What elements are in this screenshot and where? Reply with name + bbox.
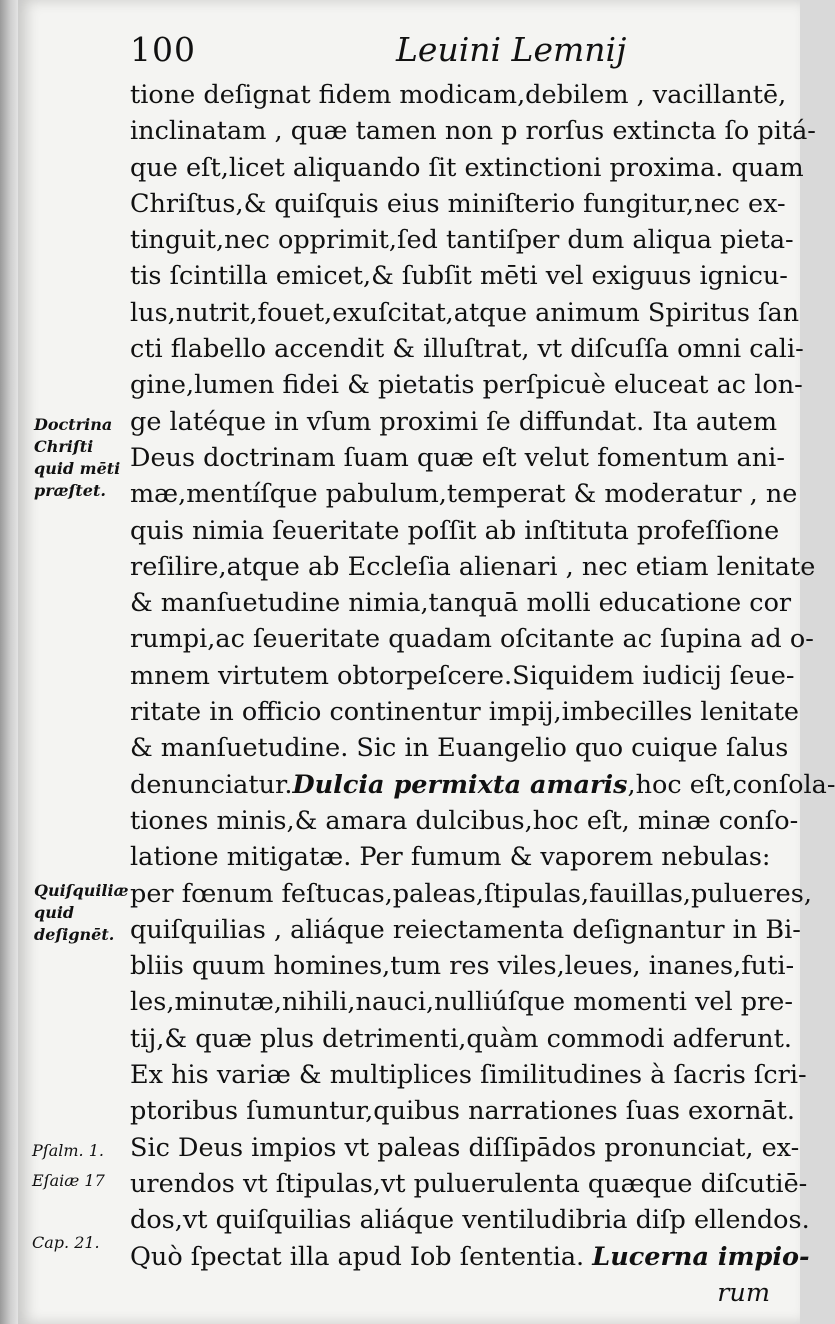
text-run: denunciatur.	[130, 769, 293, 800]
catchword: rum	[717, 1277, 770, 1308]
text-line: per fœnum feſtucas,paleas,ſtipulas,fauillas,pulueres,	[130, 878, 812, 909]
text-line: que eſt,licet aliquando ſit extinctioni proxima. quam	[130, 152, 804, 183]
page-number: 100	[130, 30, 196, 69]
text-line: cti flabello accendit & illuſtrat, vt diſcuſſa omni cali-	[130, 334, 804, 365]
text-line: quiſquilias , aliáque reiectamenta deſignantur in Bi-	[130, 914, 801, 945]
text-line: latione mitigatæ. Per fumum & vaporem nebulas:	[130, 842, 771, 873]
italic-quote: Dulcia permixta amaris	[292, 769, 628, 800]
margin-ref-cap: Cap. 21.	[32, 1233, 100, 1252]
text-line: Sic Deus impios vt paleas diſſipādos pronunciat, ex-	[130, 1132, 800, 1163]
text-line: tis ſcintilla emicet,& ſubſit mēti vel exiguus ignicu-	[130, 261, 788, 292]
text-line: mnem virtutem obtorpeſcere.Siquidem iudicij ſeue-	[130, 660, 795, 691]
text-line: & manſuetudine. Sic in Euangelio quo cuique ſalus	[130, 733, 789, 764]
text-line: ge latéque in vſum proximi ſe diffundat. Ita autem	[130, 406, 778, 437]
italic-quote: Lucerna impio-	[592, 1241, 810, 1272]
text-line: dos,vt quiſquilias aliáque ventiludibria diſp ellendos.	[130, 1205, 810, 1236]
margin-ref-psalm: Pſalm. 1.	[32, 1141, 104, 1160]
text-line: ptoribus ſumuntur,quibus narrationes ſuas exornāt.	[130, 1096, 796, 1127]
text-line: bliis quum homines,tum res viles,leues, inanes,futi-	[130, 951, 795, 982]
running-title: Leuini Lemnij	[396, 30, 627, 69]
text-line: mæ,mentíſque pabulum,temperat & moderatur , ne	[130, 479, 798, 510]
text-run: ,hoc eſt,conſola-	[627, 769, 835, 800]
text-line: Ex his variæ & multiplices ſimilitudines à ſacris ſcri-	[130, 1060, 807, 1091]
page-header	[18, 30, 800, 74]
text-line: tiones minis,& amara dulcibus,hoc eſt, minæ conſo-	[130, 805, 799, 836]
text-line: quis nimia ſeueritate poſſit ab inſtituta profeſſione	[130, 515, 780, 546]
text-line: gine,lumen fidei & pietatis perſpicuè eluceat ac lon-	[130, 370, 803, 401]
text-line: les,minutæ,nihili,nauci,nulliúſque momenti vel pre-	[130, 987, 793, 1018]
text-line: tij,& quæ plus detrimenti,quàm commodi adferunt.	[130, 1023, 792, 1054]
text-line: tione deſignat fidem modicam,debilem , vacillantē,	[130, 80, 787, 110]
book-gutter	[0, 0, 18, 1324]
text-line: Chriſtus,& quiſquis eius miniſterio fungitur,nec ex-	[130, 188, 786, 219]
margin-note-quisquiliae: Quiſquiliæ quid deſignēt.	[34, 881, 129, 944]
body-text	[130, 77, 835, 1311]
text-line: tinguit,nec opprimit,ſed tantiſper dum aliqua pieta-	[130, 225, 794, 256]
text-line: lus,nutrit,fouet,exuſcitat,atque animum Spiritus ſan	[130, 297, 800, 328]
text-line: urendos vt ſtipulas,vt puluerulenta quæque diſcutiē-	[130, 1168, 808, 1199]
margin-note-doctrina: Doctrina Chriſti quid mēti præſtet.	[34, 415, 121, 500]
text-line: ritate in officio continentur impij,imbecilles lenitate	[130, 697, 800, 728]
text-run: Quò ſpectat illa apud Iob ſententia.	[130, 1241, 593, 1272]
text-line: rumpi,ac ſeueritate quadam oſcitante ac ſupina ad o-	[130, 624, 814, 655]
text-line: Deus doctrinam ſuam quæ eſt velut fomentum ani-	[130, 442, 785, 473]
text-line: inclinatam , quæ tamen non p rorſus extincta ſo pitá-	[130, 116, 816, 147]
text-line-with-italic	[130, 767, 835, 803]
text-line: reſilire,atque ab Eccleſia alienari , nec etiam lenitate	[130, 551, 816, 582]
margin-ref-esaiae: Eſaiæ 17	[32, 1171, 105, 1190]
text-line: & manſuetudine nimia,tanquā molli educatione cor	[130, 588, 792, 619]
book-page	[18, 0, 835, 1324]
text-line-with-italic	[130, 1239, 810, 1275]
